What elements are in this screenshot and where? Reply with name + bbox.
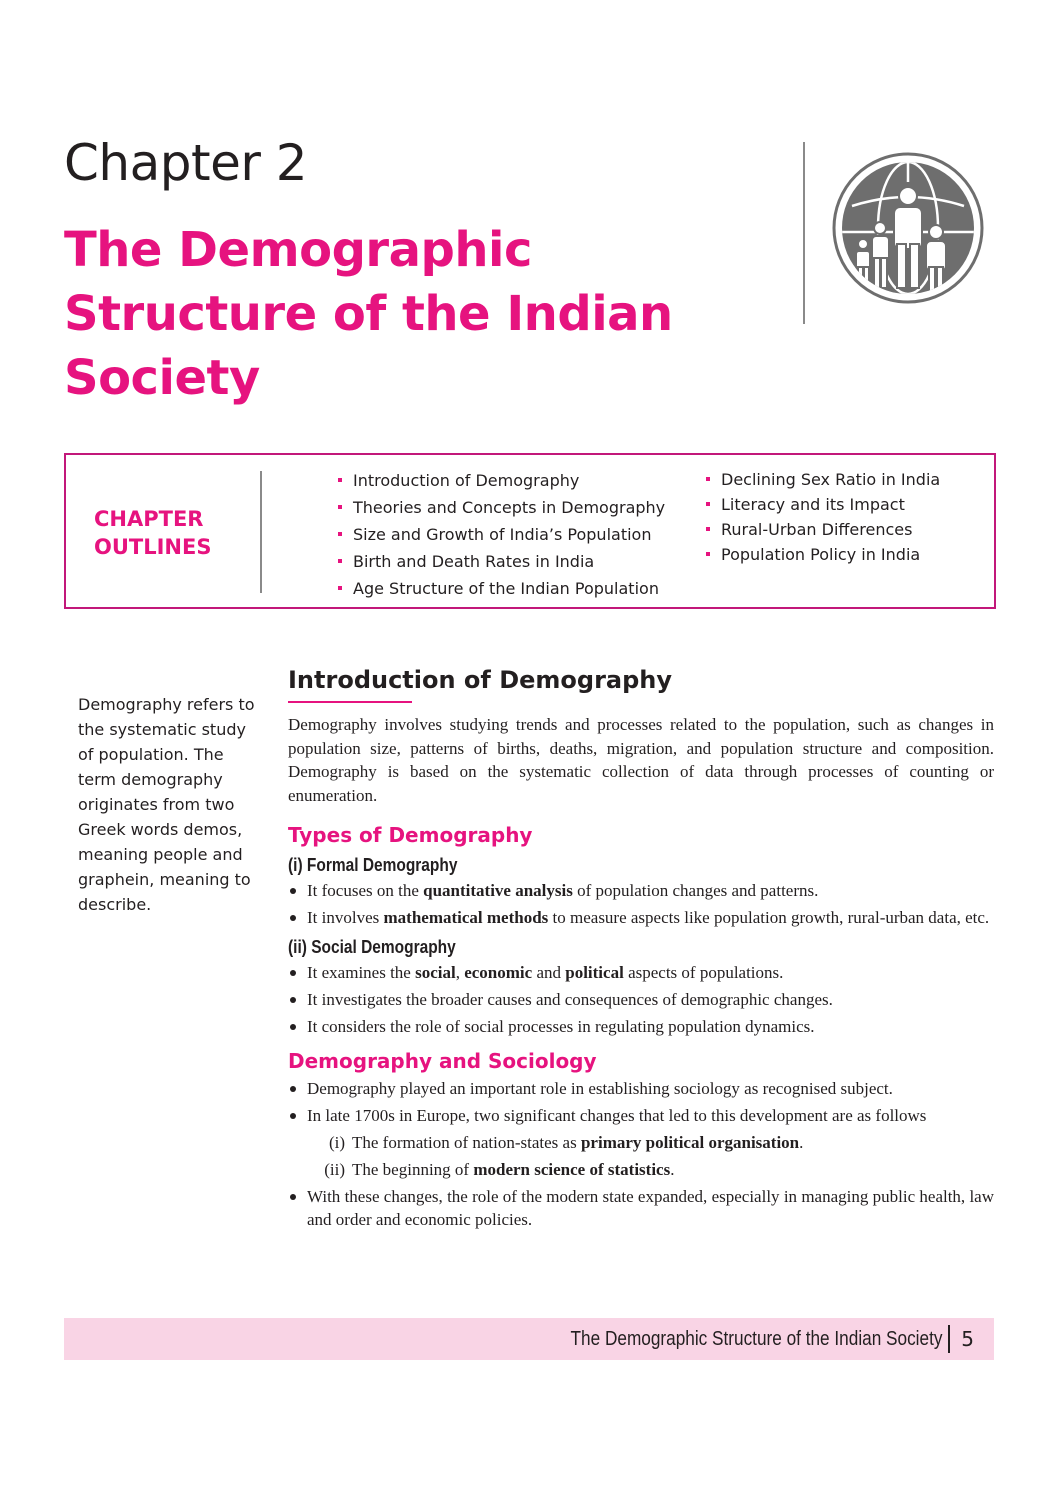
sub-list <box>307 1131 994 1182</box>
outline-item: Birth and Death Rates in India <box>338 548 665 575</box>
bold-text: political <box>565 963 624 982</box>
formal-demography-list <box>288 879 994 930</box>
text: . <box>670 1159 675 1179</box>
list-item <box>288 961 994 985</box>
page-footer <box>64 1318 994 1360</box>
outline-heading-line2: OUTLINES <box>94 535 212 559</box>
text: . <box>799 1132 804 1152</box>
footer-separator <box>948 1325 950 1353</box>
outline-item: Rural-Urban Differences <box>706 517 940 542</box>
intro-paragraph: Demography involves studying trends and processes related to the population, such as changes in population size, patterns of births, deaths, migration, and population structure and composition. Demography is based on the systematic collection of data through processes of counting or enumeration. <box>288 715 994 805</box>
item-number: (ii) <box>324 1159 345 1179</box>
outline-list-1 <box>338 467 665 602</box>
bold-text: economic <box>464 963 533 982</box>
bold-text: primary political organisation <box>580 1132 800 1152</box>
page-number: 5 <box>961 1327 974 1351</box>
outline-heading <box>94 505 211 561</box>
outline-item: Population Policy in India <box>706 542 940 567</box>
text: to measure aspects like population growth, rural-urban data, etc. <box>548 908 990 927</box>
text: It focuses on the <box>307 881 424 900</box>
chapter-title: The Demographic Structure of the Indian Society <box>64 222 673 406</box>
list-item: It investigates the broader causes and consequences of demographic changes. <box>288 988 994 1012</box>
title-underline <box>288 701 412 703</box>
list-item <box>288 1104 994 1182</box>
text: The beginning of <box>352 1159 474 1179</box>
outline-item: Theories and Concepts in Demography <box>338 494 665 521</box>
outline-divider <box>260 471 262 593</box>
text: , <box>455 963 465 982</box>
sociology-list <box>288 1077 994 1232</box>
chapter-label: Chapter 2 <box>64 134 308 192</box>
outline-item: Size and Growth of India’s Population <box>338 521 665 548</box>
running-title: The Demographic Structure of the Indian Society <box>570 1328 942 1350</box>
text: It involves <box>307 908 384 927</box>
outline-item: Age Structure of the Indian Population <box>338 575 665 602</box>
sub-list-item <box>307 1131 994 1155</box>
sub-list-item <box>307 1158 994 1182</box>
outline-item: Introduction of Demography <box>338 467 665 494</box>
text: of population changes and patterns. <box>572 881 819 900</box>
margin-note: Demography refers to the systematic study of population. The term demography originates from two Greek words demos, meaning people and graphein, meaning to describe. <box>78 695 255 914</box>
outline-item: Declining Sex Ratio in India <box>706 467 940 492</box>
text: and <box>532 963 566 982</box>
bold-text: social <box>415 963 456 982</box>
text: It examines the <box>307 963 416 982</box>
title-divider <box>803 142 805 324</box>
outline-heading-line1: CHAPTER <box>94 507 204 531</box>
text: The formation of nation-states as <box>352 1132 581 1152</box>
list-item <box>288 906 994 930</box>
outline-item: Literacy and its Impact <box>706 492 940 517</box>
types-heading: Types of Demography <box>288 823 533 847</box>
social-demography-heading: (ii) Social Demography <box>288 937 456 957</box>
text: In late 1700s in Europe, two significant changes that led to this development are as follows <box>307 1105 927 1125</box>
item-number: (i) <box>328 1132 345 1152</box>
bold-text: mathematical methods <box>383 908 549 927</box>
main-content <box>288 662 994 1235</box>
list-item: With these changes, the role of the modern state expanded, especially in managing public health, law and order and economic policies. <box>288 1185 994 1232</box>
bold-text: modern science of statistics <box>473 1159 671 1179</box>
section-title: Introduction of Demography <box>288 666 673 694</box>
list-item: Demography played an important role in establishing sociology as recognised subject. <box>288 1077 994 1101</box>
bold-text: quantitative analysis <box>423 881 573 900</box>
social-demography-list <box>288 961 994 1039</box>
chapter-outlines-box <box>64 453 996 609</box>
sociology-heading: Demography and Sociology <box>288 1048 597 1073</box>
formal-demography-heading: (i) Formal Demography <box>288 855 458 875</box>
outline-list-2 <box>706 467 940 567</box>
family-globe-icon <box>832 152 984 304</box>
list-item <box>288 879 994 903</box>
list-item: It considers the role of social processes in regulating population dynamics. <box>288 1015 994 1039</box>
text: aspects of populations. <box>623 963 784 982</box>
